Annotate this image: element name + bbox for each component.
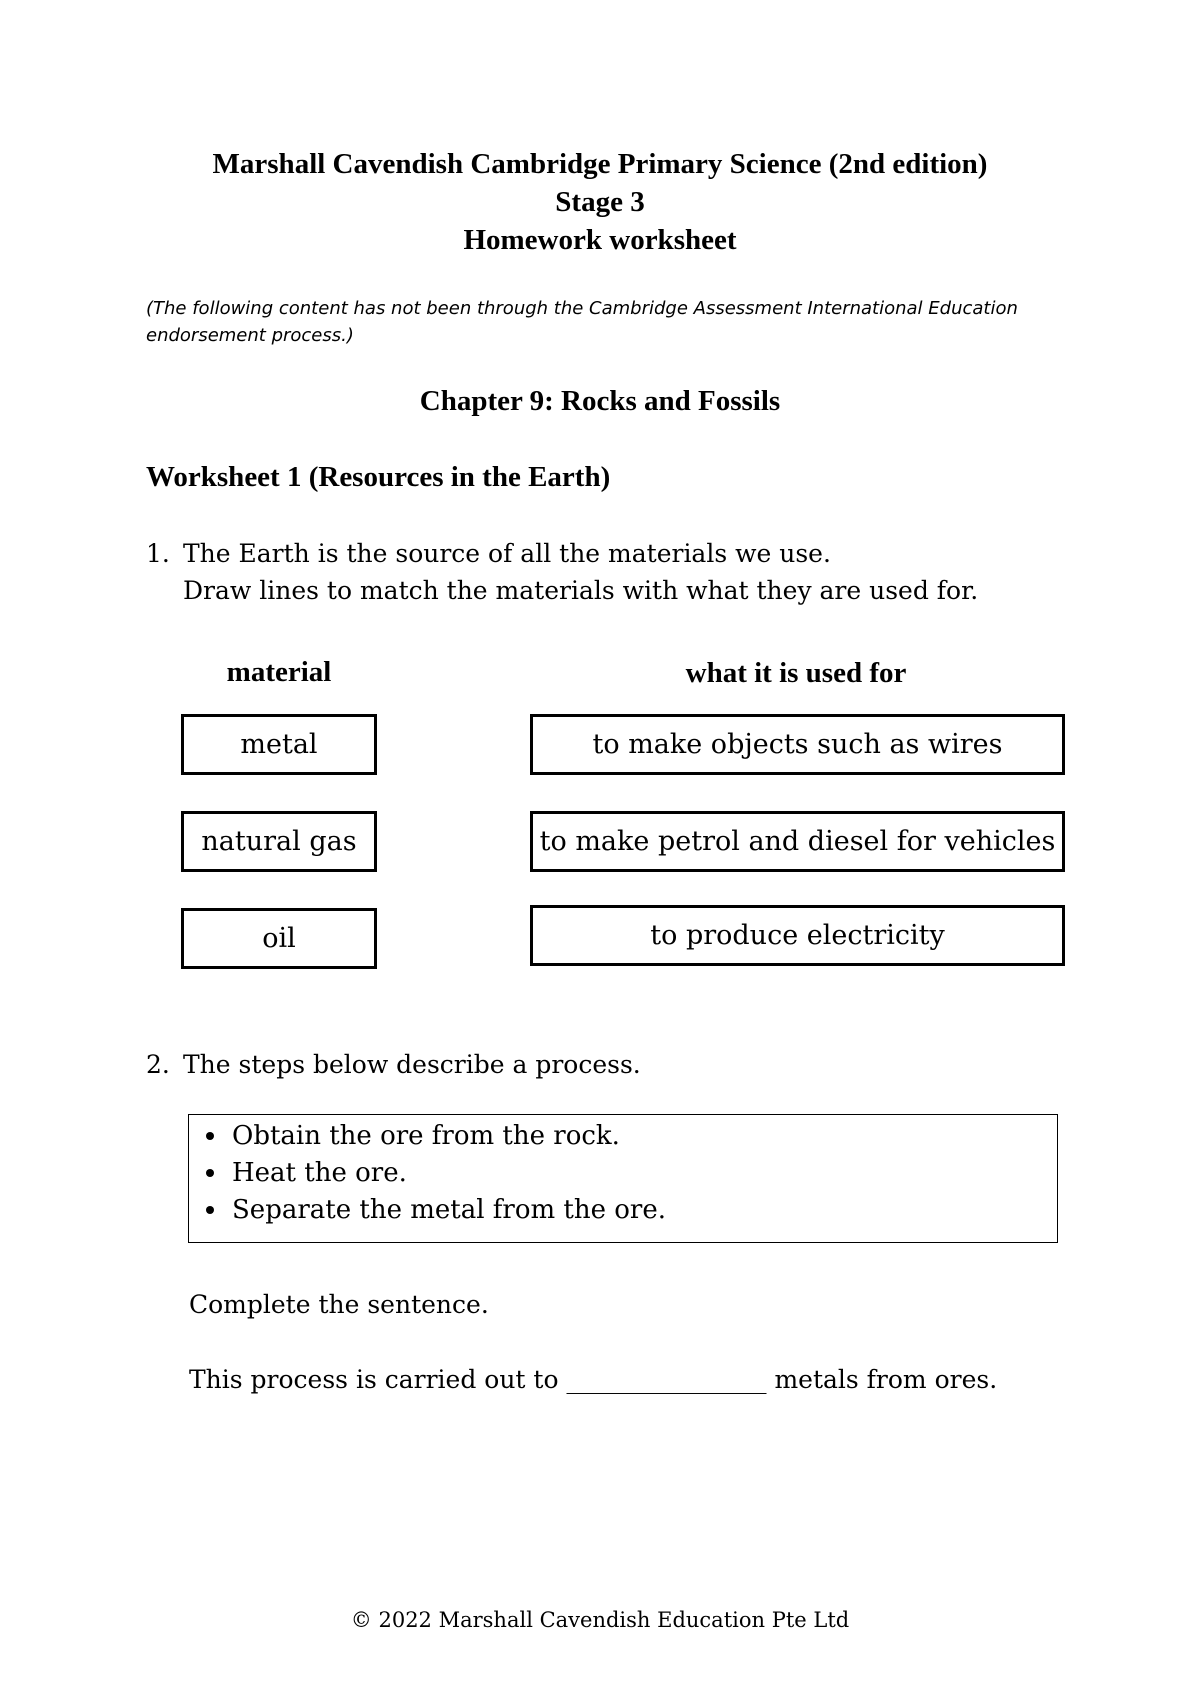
bullet-icon [206,1132,214,1140]
question-1-line1: The Earth is the source of all the materials we use. [183,539,831,568]
question-2-intro: The steps below describe a process. [183,1050,641,1079]
material-box-metal[interactable]: metal [181,714,377,775]
question-2-instruction: Complete the sentence. [189,1290,489,1319]
step-text: Heat the ore. [232,1157,407,1188]
material-column-heading: material [226,656,332,688]
sentence-start: This process is carried out to [189,1365,559,1394]
bullet-icon [206,1206,214,1214]
question-2-sentence [189,1361,997,1398]
document-title: Marshall Cavendish Cambridge Primary Science (2nd edition) [212,148,988,180]
copyright-footer: © 2022 Marshall Cavendish Education Pte Ltd [350,1608,850,1632]
step-text: Separate the metal from the ore. [232,1194,666,1225]
sentence-end: metals from ores. [774,1365,998,1394]
step-text: Obtain the ore from the rock. [232,1120,620,1151]
stage-label: Stage 3 [555,186,645,218]
material-box-oil[interactable]: oil [181,908,377,969]
use-box-electricity[interactable]: to produce electricity [530,905,1065,966]
question-1-number: 1. [146,539,170,568]
answer-blank[interactable]: ________________ [566,1365,767,1394]
use-column-heading: what it is used for [685,657,907,689]
question-2-number: 2. [146,1050,170,1079]
step-item [189,1117,1057,1154]
process-steps-box [188,1114,1058,1243]
question-1-line2: Draw lines to match the materials with what they are used for. [183,576,979,605]
use-box-wires[interactable]: to make objects such as wires [530,714,1065,775]
worksheet-type: Homework worksheet [463,224,737,256]
use-box-petrol-diesel[interactable]: to make petrol and diesel for vehicles [530,811,1065,872]
worksheet-title: Worksheet 1 (Resources in the Earth) [146,461,611,493]
step-item [189,1191,1057,1228]
bullet-icon [206,1169,214,1177]
chapter-title: Chapter 9: Rocks and Fossils [419,385,781,417]
material-box-natural-gas[interactable]: natural gas [181,811,377,872]
step-item [189,1154,1057,1191]
endorsement-note: (The following content has not been through the Cambridge Assessment International Education endorsement process.) [146,298,1018,346]
